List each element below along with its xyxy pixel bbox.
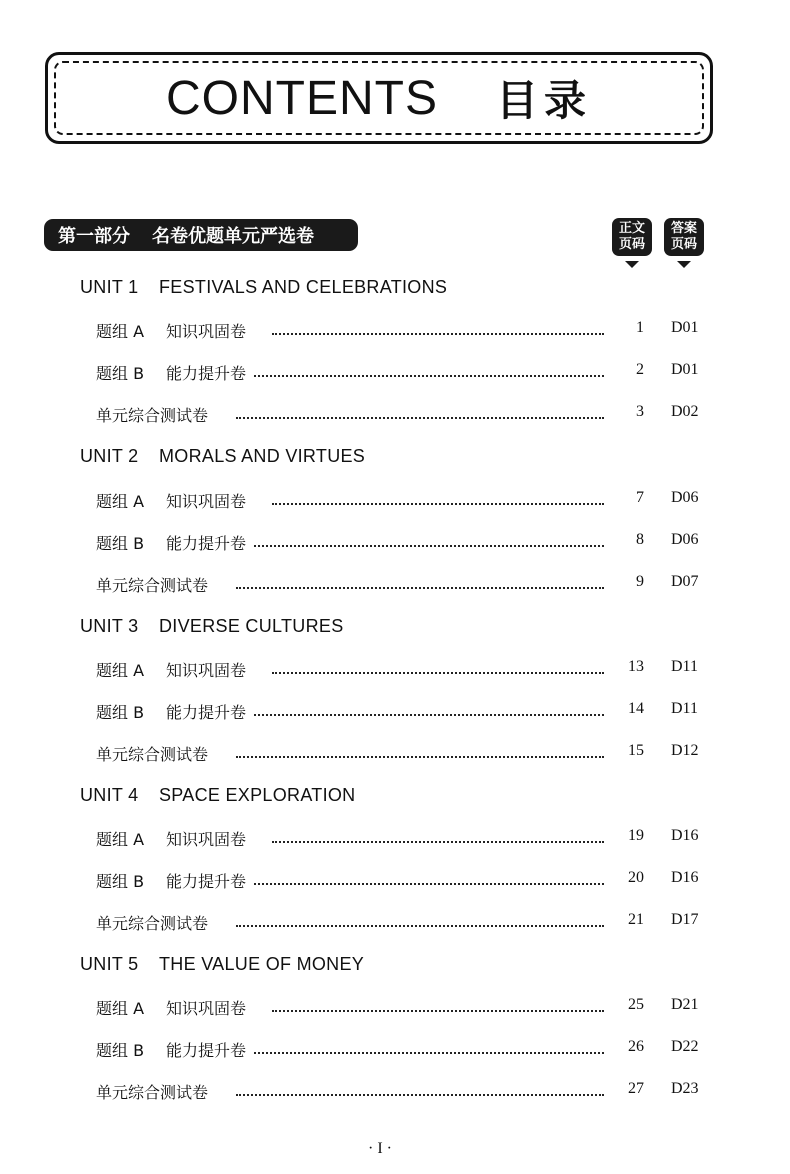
dot-leader <box>254 714 604 716</box>
entry-title: 能力提升卷 <box>166 364 247 383</box>
contents-title-zh: 目录 <box>495 76 592 125</box>
entry-answer-page: D01 <box>671 361 699 378</box>
entry-label <box>96 996 246 1019</box>
unit-name: FESTIVALS AND CELEBRATIONS <box>159 277 448 297</box>
part-name: 名卷优题单元严选卷 <box>152 226 314 247</box>
entry-title: 能力提升卷 <box>166 534 247 553</box>
unit-heading <box>80 954 364 975</box>
entry-page: 3 <box>636 403 644 420</box>
dot-leader <box>236 756 604 758</box>
entry-page: 21 <box>628 911 644 928</box>
entry-page: 8 <box>636 531 644 548</box>
dot-leader <box>236 1094 604 1096</box>
entry-page: 13 <box>628 658 644 675</box>
entry-answer-page: D17 <box>671 911 699 928</box>
unit-heading <box>80 785 355 806</box>
entry-group: 题组 B <box>96 703 145 722</box>
entry-label <box>96 658 246 681</box>
entry-title: 知识巩固卷 <box>166 322 247 341</box>
entry-group: 题组 A <box>96 999 145 1018</box>
page-number: · I · <box>368 1140 392 1157</box>
entry-page: 9 <box>636 573 644 590</box>
toc-entry[interactable] <box>96 700 716 722</box>
entry-answer-page: D23 <box>671 1080 699 1097</box>
entry-group: 题组 A <box>96 830 145 849</box>
dot-leader <box>254 545 604 547</box>
entry-label <box>96 869 246 892</box>
entry-page: 20 <box>628 869 644 886</box>
entry-title: 单元综合测试卷 <box>96 576 209 595</box>
toc-entry[interactable] <box>96 1080 716 1102</box>
entry-answer-page: D01 <box>671 319 699 336</box>
part-banner <box>44 219 358 251</box>
entry-answer-page: D12 <box>671 742 699 759</box>
entry-group: 题组 B <box>96 1041 145 1060</box>
unit-heading <box>80 446 365 467</box>
entry-label <box>96 742 208 765</box>
unit-number: UNIT 5 <box>80 954 139 974</box>
entry-title: 单元综合测试卷 <box>96 406 209 425</box>
entry-label <box>96 1080 208 1103</box>
entry-answer-page: D06 <box>671 531 699 548</box>
entry-page: 1 <box>636 319 644 336</box>
contents-title-en: CONTENTS <box>165 71 438 125</box>
entry-answer-page: D16 <box>671 869 699 886</box>
contents-title-box <box>45 52 713 144</box>
entry-title: 单元综合测试卷 <box>96 914 209 933</box>
unit-name: SPACE EXPLORATION <box>159 785 356 805</box>
entry-title: 知识巩固卷 <box>166 492 247 511</box>
dot-leader <box>236 925 604 927</box>
page-column-badge <box>612 218 652 256</box>
entry-answer-page: D16 <box>671 827 699 844</box>
dot-leader <box>254 883 604 885</box>
entry-page: 14 <box>628 700 644 717</box>
unit-name: THE VALUE OF MONEY <box>159 954 365 974</box>
entry-title: 单元综合测试卷 <box>96 745 209 764</box>
dot-leader <box>236 587 604 589</box>
answer-column-label-1: 答案 <box>670 221 697 236</box>
entry-page: 19 <box>628 827 644 844</box>
entry-answer-page: D22 <box>671 1038 699 1055</box>
entry-page: 15 <box>628 742 644 759</box>
dot-leader <box>272 503 604 505</box>
toc-entry[interactable] <box>96 742 716 764</box>
part-number: 第一部分 <box>58 226 130 247</box>
entry-title: 能力提升卷 <box>166 703 247 722</box>
toc-entry[interactable] <box>96 996 716 1018</box>
entry-title: 知识巩固卷 <box>166 999 247 1018</box>
unit-number: UNIT 2 <box>80 446 139 466</box>
entry-title: 能力提升卷 <box>166 872 247 891</box>
answer-column-arrow-icon <box>677 261 691 268</box>
toc-entry[interactable] <box>96 869 716 891</box>
unit-number: UNIT 1 <box>80 277 139 297</box>
entry-label <box>96 403 208 426</box>
entry-label <box>96 573 208 596</box>
unit-number: UNIT 4 <box>80 785 139 805</box>
entry-page: 2 <box>636 361 644 378</box>
entry-label <box>96 361 246 384</box>
entry-label <box>96 911 208 934</box>
toc-entry[interactable] <box>96 911 716 933</box>
dot-leader <box>254 1052 604 1054</box>
unit-heading <box>80 277 447 298</box>
toc-entry[interactable] <box>96 531 716 553</box>
dot-leader <box>272 841 604 843</box>
page-column-label-2: 页码 <box>618 237 645 252</box>
toc-entry[interactable] <box>96 827 716 849</box>
entry-label <box>96 489 246 512</box>
entry-answer-page: D07 <box>671 573 699 590</box>
entry-group: 题组 B <box>96 872 145 891</box>
entry-page: 26 <box>628 1038 644 1055</box>
entry-answer-page: D11 <box>671 700 698 717</box>
unit-name: DIVERSE CULTURES <box>159 616 344 636</box>
entry-title: 知识巩固卷 <box>166 661 247 680</box>
entry-group: 题组 A <box>96 322 145 341</box>
dot-leader <box>254 375 604 377</box>
entry-page: 7 <box>636 489 644 506</box>
toc-entry[interactable] <box>96 361 716 383</box>
toc-entry[interactable] <box>96 319 716 341</box>
entry-group: 题组 B <box>96 364 145 383</box>
entry-label <box>96 700 246 723</box>
answer-column-badge <box>664 218 704 256</box>
entry-label <box>96 531 246 554</box>
entry-group: 题组 A <box>96 661 145 680</box>
page-column-label-1: 正文 <box>618 221 645 236</box>
page-column-arrow-icon <box>625 261 639 268</box>
entry-page: 25 <box>628 996 644 1013</box>
contents-title-inner <box>54 61 704 135</box>
unit-heading <box>80 616 344 637</box>
entry-page: 27 <box>628 1080 644 1097</box>
unit-number: UNIT 3 <box>80 616 139 636</box>
entry-group: 题组 A <box>96 492 145 511</box>
entry-title: 能力提升卷 <box>166 1041 247 1060</box>
dot-leader <box>272 672 604 674</box>
entry-label <box>96 827 246 850</box>
entry-label <box>96 1038 246 1061</box>
entry-group: 题组 B <box>96 534 145 553</box>
entry-answer-page: D21 <box>671 996 699 1013</box>
dot-leader <box>272 333 604 335</box>
dot-leader <box>236 417 604 419</box>
dot-leader <box>272 1010 604 1012</box>
toc-entry[interactable] <box>96 1038 716 1060</box>
entry-label <box>96 319 246 342</box>
toc-entry[interactable] <box>96 658 716 680</box>
entry-answer-page: D11 <box>671 658 698 675</box>
entry-answer-page: D02 <box>671 403 699 420</box>
toc-entry[interactable] <box>96 573 716 595</box>
unit-name: MORALS AND VIRTUES <box>159 446 366 466</box>
toc-entry[interactable] <box>96 489 716 511</box>
toc-entry[interactable] <box>96 403 716 425</box>
entry-title: 单元综合测试卷 <box>96 1083 209 1102</box>
entry-answer-page: D06 <box>671 489 699 506</box>
answer-column-label-2: 页码 <box>670 237 697 252</box>
entry-title: 知识巩固卷 <box>166 830 247 849</box>
